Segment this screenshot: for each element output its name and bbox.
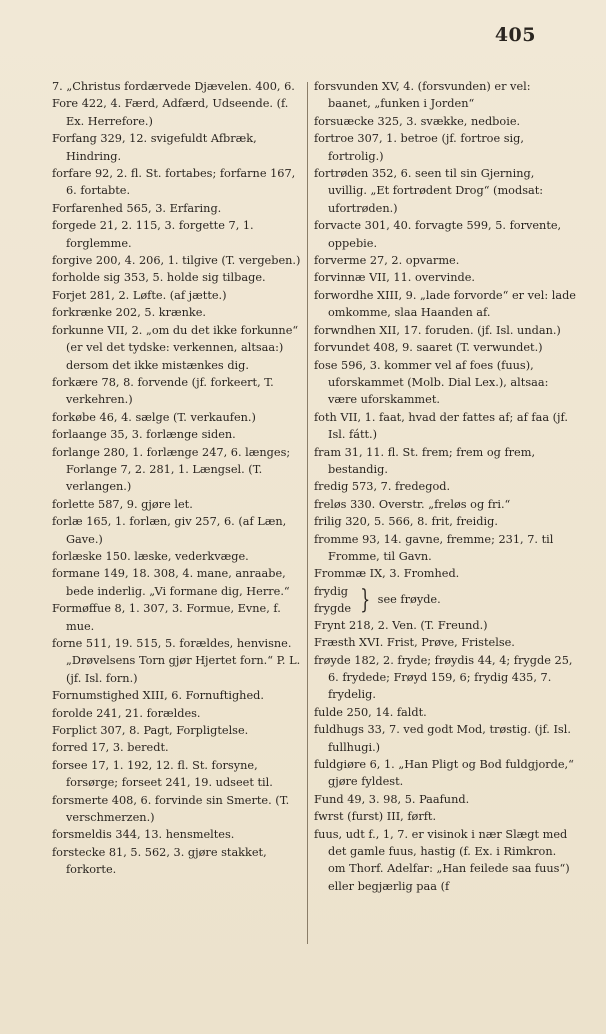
- entry: fromme 93, 14. gavne, fremme; 231, 7. til Fromme, til Gavn.: [314, 532, 554, 563]
- right-column: [314, 78, 576, 895]
- entry: fose 596, 3. kommer vel af foes (fuus), uforskammet (Molb. Dial Lex.), altsaa: være uforskammet.: [314, 358, 549, 407]
- entry: forkøbe 46, 4. sælge (T. verkaufen.): [52, 410, 256, 424]
- entry: forstecke 81, 5. 562, 3. gjøre stakket, forkorte.: [52, 845, 267, 877]
- entry: forsee 17, 1. 192, 12. fl. St. forsyne, forsørge; forseet 241, 19. udseet til.: [52, 758, 273, 790]
- entry: frilig 320, 5. 566, 8. frit, freidig.: [314, 515, 498, 529]
- entry: forkære 78, 8. forvende (jf. forkeert, T. verkehren.): [52, 375, 274, 407]
- entry: forgive 200, 4. 206, 1. tilgive (T. vergeben.): [52, 254, 301, 268]
- entry: Fore 422, 4. Færd, Adfærd, Udseende. (f. Ex. Herrefore.): [52, 97, 289, 128]
- entry: forne 511, 19. 515, 5. forældes, henvisne. „Drøvelsens Torn gjør Hjertet forn.“ P. L. (jf. Isl. forn.): [52, 637, 301, 685]
- entry: forlæske 150. læske, vederkvæge.: [52, 549, 249, 563]
- entry: forwndhen XII, 17. foruden. (jf. Isl. undan.): [314, 323, 561, 337]
- entry: forkunne VII, 2. „om du det ikke forkunne“ (er vel det tydske: verkennen, altsaa:) dersom det ikke mistænkes dig.: [52, 323, 299, 372]
- entry: foth VII, 1. faat, hvad der fattes af; af faa (jf. Isl. fátt.): [314, 410, 568, 442]
- entry: forgede 21, 2. 115, 3. forgette 7, 1. forglemme.: [52, 219, 254, 250]
- entry: forfare 92, 2. fl. St. fortabes; forfarne 167, 6. fortabte.: [52, 167, 296, 198]
- entry: forlæ 165, 1. forlæn, giv 257, 6. (af Læn, Gave.): [52, 515, 287, 546]
- entry: forverme 27, 2. opvarme.: [314, 254, 460, 268]
- entry: fwrst (furst) III, førft.: [314, 810, 437, 824]
- entry: forwordhe XIII, 9. „lade forvorde“ er vel: lade omkomme, slaa Haanden af.: [314, 288, 576, 320]
- cross-reference: see frøyde.: [377, 593, 441, 607]
- frydig-entry: [314, 583, 576, 617]
- entry: Fræsth XVI. Frist, Prøve, Fristelse.: [314, 636, 515, 650]
- entry: Formøffue 8, 1. 307, 3. Formue, Evne, f. mue.: [52, 602, 281, 633]
- entry: fram 31, 11. fl. St. frem; frem og frem, bestandig.: [314, 445, 536, 476]
- entry: forvinnæ VII, 11. overvinde.: [314, 271, 476, 285]
- column-divider: [307, 82, 308, 944]
- frydig-words: [314, 583, 351, 617]
- entry: Fornumstighed XIII, 6. Fornuftighed.: [52, 689, 264, 703]
- headword: frydig: [314, 584, 349, 598]
- entry: forkrænke 202, 5. krænke.: [52, 306, 207, 320]
- entry: Frynt 218, 2. Ven. (T. Freund.): [314, 618, 488, 632]
- entry: fredig 573, 7. fredegod.: [314, 480, 451, 494]
- entry: fortrøden 352, 6. seen til sin Gjerning, uvillig. „Et fortrødent Drog“ (modsat: ufortrøden.): [314, 167, 544, 215]
- entry: Frommæ IX, 3. Fromhed.: [314, 567, 460, 581]
- entry: forvacte 301, 40. forvagte 599, 5. forvente, oppebie.: [314, 219, 562, 250]
- entry: forsuæcke 325, 3. svække, nedboie.: [314, 114, 521, 128]
- headword: frygde: [314, 601, 352, 615]
- entry: Fund 49, 3. 98, 5. Paafund.: [314, 792, 470, 806]
- entry: fuldgiøre 6, 1. „Han Pligt og Bod fuldgjorde,“ gjøre fyldest.: [314, 758, 574, 789]
- entry: forlange 280, 1. forlænge 247, 6. længes; Forlange 7, 2. 281, 1. Længsel. (T. verlangen.): [52, 445, 291, 494]
- entry: forsmeldis 344, 13. hensmeltes.: [52, 828, 235, 842]
- entry: forvundet 408, 9. saaret (T. verwundet.): [314, 341, 543, 355]
- entry: Forplict 307, 8. Pagt, Forpligtelse.: [52, 724, 249, 738]
- entry: Forfang 329, 12. svigefuldt Afbræk, Hindring.: [52, 132, 257, 163]
- entry: forlaange 35, 3. forlænge siden.: [52, 428, 236, 442]
- entry: 7. „Christus fordærvede Djævelen. 400, 6.: [52, 80, 295, 93]
- entry: forsmerte 408, 6. forvinde sin Smerte. (T. verschmerzen.): [52, 793, 290, 825]
- entry: forred 17, 3. beredt.: [52, 741, 169, 755]
- entry: formane 149, 18. 308, 4. mane, anraabe, bede inderlig. „Vi formane dig, Herre.“: [52, 567, 290, 598]
- page-number: 405: [494, 24, 536, 46]
- entry: Forjet 281, 2. Løfte. (af jætte.): [52, 288, 227, 302]
- left-column: [52, 78, 304, 879]
- entry: fuus, udt f., 1, 7. er visinok i nær Slægt med det gamle fuus, hastig (f. Ex. i Rimkron. om Thorf. Adelfar: „Han feilede saa fuus“) eller begjærlig paa (f: [314, 827, 570, 893]
- entry: fuldhugs 33, 7. ved godt Mod, trøstig. (jf. Isl. fullhugi.): [314, 723, 571, 754]
- entry: forolde 241, 21. forældes.: [52, 706, 201, 720]
- entry: forlette 587, 9. gjøre let.: [52, 497, 193, 511]
- brace-glyph: }: [360, 584, 371, 615]
- entry: frøyde 182, 2. fryde; frøydis 44, 4; frygde 25, 6. frydede; Frøyd 159, 6; frydig 435, 7. frydelig.: [314, 653, 573, 702]
- entry: freløs 330. Overstr. „freløs og fri.“: [314, 497, 511, 511]
- entry: forholde sig 353, 5. holde sig tilbage.: [52, 271, 266, 285]
- entry: forsvunden XV, 4. (forsvunden) er vel: baanet, „funken i Jorden“: [314, 80, 531, 111]
- entry: fortroe 307, 1. betroe (jf. fortroe sig, fortrolig.): [314, 132, 524, 163]
- entry: fulde 250, 14. faldt.: [314, 705, 427, 719]
- entry: Forfarenhed 565, 3. Erfaring.: [52, 201, 222, 215]
